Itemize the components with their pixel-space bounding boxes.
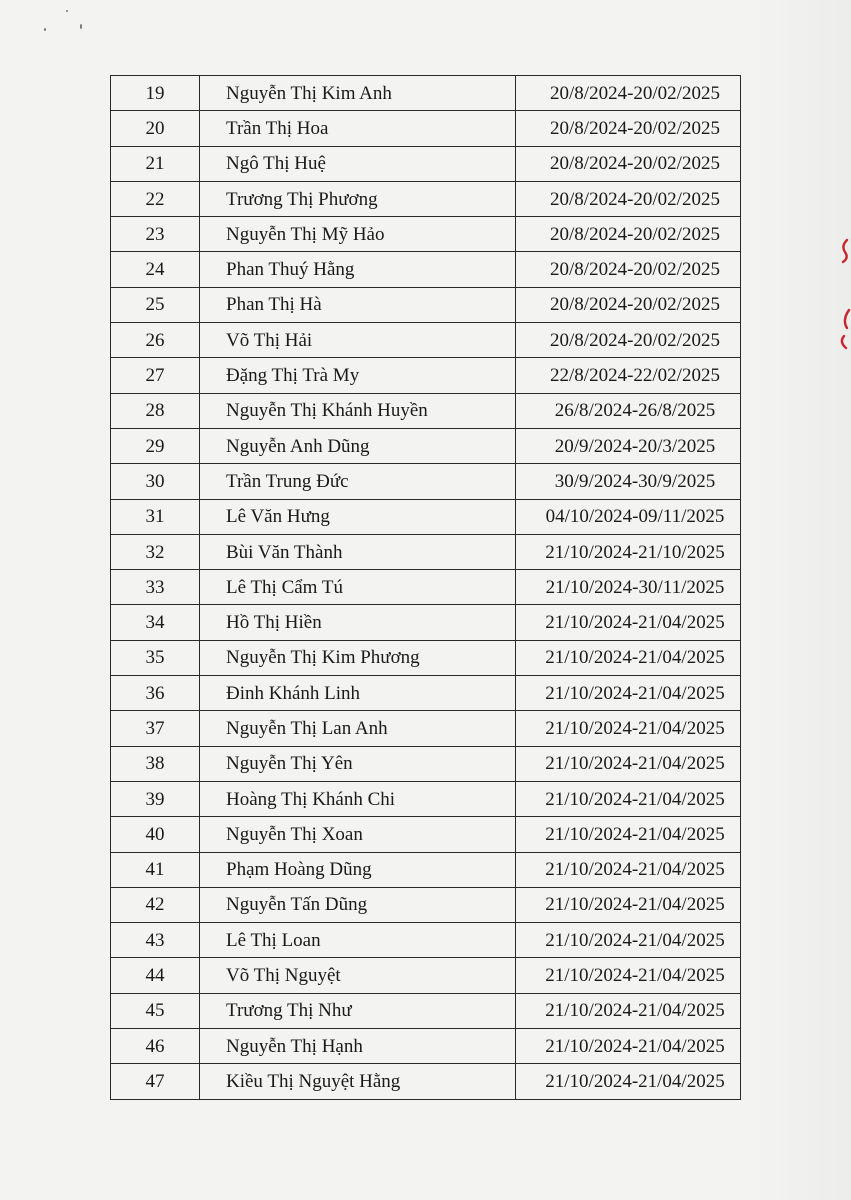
row-number: 46 [111, 1029, 200, 1064]
row-number: 41 [111, 852, 200, 887]
contract-period: 20/8/2024-20/02/2025 [516, 252, 741, 287]
contract-period: 21/10/2024-21/04/2025 [516, 605, 741, 640]
row-number: 28 [111, 393, 200, 428]
contract-period: 21/10/2024-21/04/2025 [516, 923, 741, 958]
row-number: 19 [111, 76, 200, 111]
table-row [111, 852, 741, 887]
staff-name: Nguyễn Thị Lan Anh [200, 711, 516, 746]
row-number: 23 [111, 217, 200, 252]
contract-period: 21/10/2024-21/04/2025 [516, 1064, 741, 1099]
contract-period: 20/8/2024-20/02/2025 [516, 287, 741, 322]
staff-name: Nguyễn Thị Kim Anh [200, 76, 516, 111]
staff-name: Kiều Thị Nguyệt Hằng [200, 1064, 516, 1099]
contract-period: 30/9/2024-30/9/2025 [516, 464, 741, 499]
staff-name: Hồ Thị Hiền [200, 605, 516, 640]
row-number: 43 [111, 923, 200, 958]
row-number: 32 [111, 534, 200, 569]
staff-name: Võ Thị Hải [200, 323, 516, 358]
staff-name: Phạm Hoàng Dũng [200, 852, 516, 887]
contract-period: 21/10/2024-21/04/2025 [516, 781, 741, 816]
staff-name: Võ Thị Nguyệt [200, 958, 516, 993]
staff-name: Ngô Thị Huệ [200, 146, 516, 181]
row-number: 31 [111, 499, 200, 534]
staff-name: Phan Thuý Hằng [200, 252, 516, 287]
contract-period: 26/8/2024-26/8/2025 [516, 393, 741, 428]
contract-period: 21/10/2024-21/04/2025 [516, 817, 741, 852]
row-number: 37 [111, 711, 200, 746]
table-row [111, 817, 741, 852]
contract-period: 22/8/2024-22/02/2025 [516, 358, 741, 393]
contract-period: 20/9/2024-20/3/2025 [516, 428, 741, 463]
row-number: 45 [111, 993, 200, 1028]
table-row [111, 287, 741, 322]
table-row [111, 958, 741, 993]
table-row [111, 323, 741, 358]
staff-name: Đặng Thị Trà My [200, 358, 516, 393]
row-number: 20 [111, 111, 200, 146]
contract-period: 21/10/2024-21/04/2025 [516, 1029, 741, 1064]
staff-name: Trần Trung Đức [200, 464, 516, 499]
row-number: 44 [111, 958, 200, 993]
red-stamp-edge [835, 232, 851, 352]
row-number: 38 [111, 746, 200, 781]
row-number: 47 [111, 1064, 200, 1099]
staff-name: Nguyễn Thị Xoan [200, 817, 516, 852]
row-number: 27 [111, 358, 200, 393]
staff-name: Phan Thị Hà [200, 287, 516, 322]
table-row [111, 358, 741, 393]
scan-speck [80, 24, 82, 29]
staff-name: Lê Thị Cẩm Tú [200, 570, 516, 605]
staff-name: Lê Văn Hưng [200, 499, 516, 534]
table-row [111, 1064, 741, 1099]
contract-period: 20/8/2024-20/02/2025 [516, 146, 741, 181]
table-row [111, 676, 741, 711]
row-number: 35 [111, 640, 200, 675]
table-row [111, 252, 741, 287]
staff-name: Trương Thị Phương [200, 181, 516, 216]
contract-period: 21/10/2024-21/10/2025 [516, 534, 741, 569]
staff-name: Nguyễn Thị Mỹ Hảo [200, 217, 516, 252]
contract-period: 21/10/2024-21/04/2025 [516, 993, 741, 1028]
table-row [111, 428, 741, 463]
row-number: 42 [111, 887, 200, 922]
table-row [111, 746, 741, 781]
row-number: 33 [111, 570, 200, 605]
contract-period: 21/10/2024-21/04/2025 [516, 887, 741, 922]
contract-period: 20/8/2024-20/02/2025 [516, 76, 741, 111]
staff-name: Nguyễn Anh Dũng [200, 428, 516, 463]
staff-roster-table [110, 75, 741, 1100]
contract-period: 21/10/2024-21/04/2025 [516, 852, 741, 887]
row-number: 26 [111, 323, 200, 358]
table-row [111, 923, 741, 958]
contract-period: 21/10/2024-21/04/2025 [516, 746, 741, 781]
row-number: 40 [111, 817, 200, 852]
contract-period: 20/8/2024-20/02/2025 [516, 111, 741, 146]
roster-body [111, 76, 741, 1100]
staff-name: Nguyễn Thị Kim Phương [200, 640, 516, 675]
contract-period: 21/10/2024-21/04/2025 [516, 640, 741, 675]
table-row [111, 393, 741, 428]
row-number: 36 [111, 676, 200, 711]
staff-name: Bùi Văn Thành [200, 534, 516, 569]
contract-period: 21/10/2024-30/11/2025 [516, 570, 741, 605]
table-row [111, 1029, 741, 1064]
contract-period: 20/8/2024-20/02/2025 [516, 181, 741, 216]
contract-period: 21/10/2024-21/04/2025 [516, 711, 741, 746]
staff-name: Nguyễn Thị Khánh Huyền [200, 393, 516, 428]
table-row [111, 605, 741, 640]
contract-period: 20/8/2024-20/02/2025 [516, 323, 741, 358]
scan-speck [66, 10, 68, 12]
row-number: 29 [111, 428, 200, 463]
table-row [111, 499, 741, 534]
staff-name: Trần Thị Hoa [200, 111, 516, 146]
row-number: 21 [111, 146, 200, 181]
contract-period: 21/10/2024-21/04/2025 [516, 676, 741, 711]
table-row [111, 781, 741, 816]
table-row [111, 711, 741, 746]
row-number: 22 [111, 181, 200, 216]
staff-name: Nguyễn Tấn Dũng [200, 887, 516, 922]
staff-name: Lê Thị Loan [200, 923, 516, 958]
row-number: 39 [111, 781, 200, 816]
table-row [111, 640, 741, 675]
table-row [111, 887, 741, 922]
row-number: 25 [111, 287, 200, 322]
table-row [111, 217, 741, 252]
page-edge-shadow [755, 0, 851, 1200]
staff-name: Trương Thị Như [200, 993, 516, 1028]
contract-period: 21/10/2024-21/04/2025 [516, 958, 741, 993]
table-row [111, 993, 741, 1028]
table-row [111, 181, 741, 216]
table-row [111, 464, 741, 499]
scan-speck [44, 28, 46, 31]
contract-period: 04/10/2024-09/11/2025 [516, 499, 741, 534]
row-number: 34 [111, 605, 200, 640]
staff-name: Nguyễn Thị Hạnh [200, 1029, 516, 1064]
contract-period: 20/8/2024-20/02/2025 [516, 217, 741, 252]
row-number: 24 [111, 252, 200, 287]
row-number: 30 [111, 464, 200, 499]
table-row [111, 111, 741, 146]
staff-name: Đinh Khánh Linh [200, 676, 516, 711]
staff-name: Hoàng Thị Khánh Chi [200, 781, 516, 816]
table-row [111, 146, 741, 181]
table-row [111, 570, 741, 605]
staff-name: Nguyễn Thị Yên [200, 746, 516, 781]
table-row [111, 76, 741, 111]
table-row [111, 534, 741, 569]
